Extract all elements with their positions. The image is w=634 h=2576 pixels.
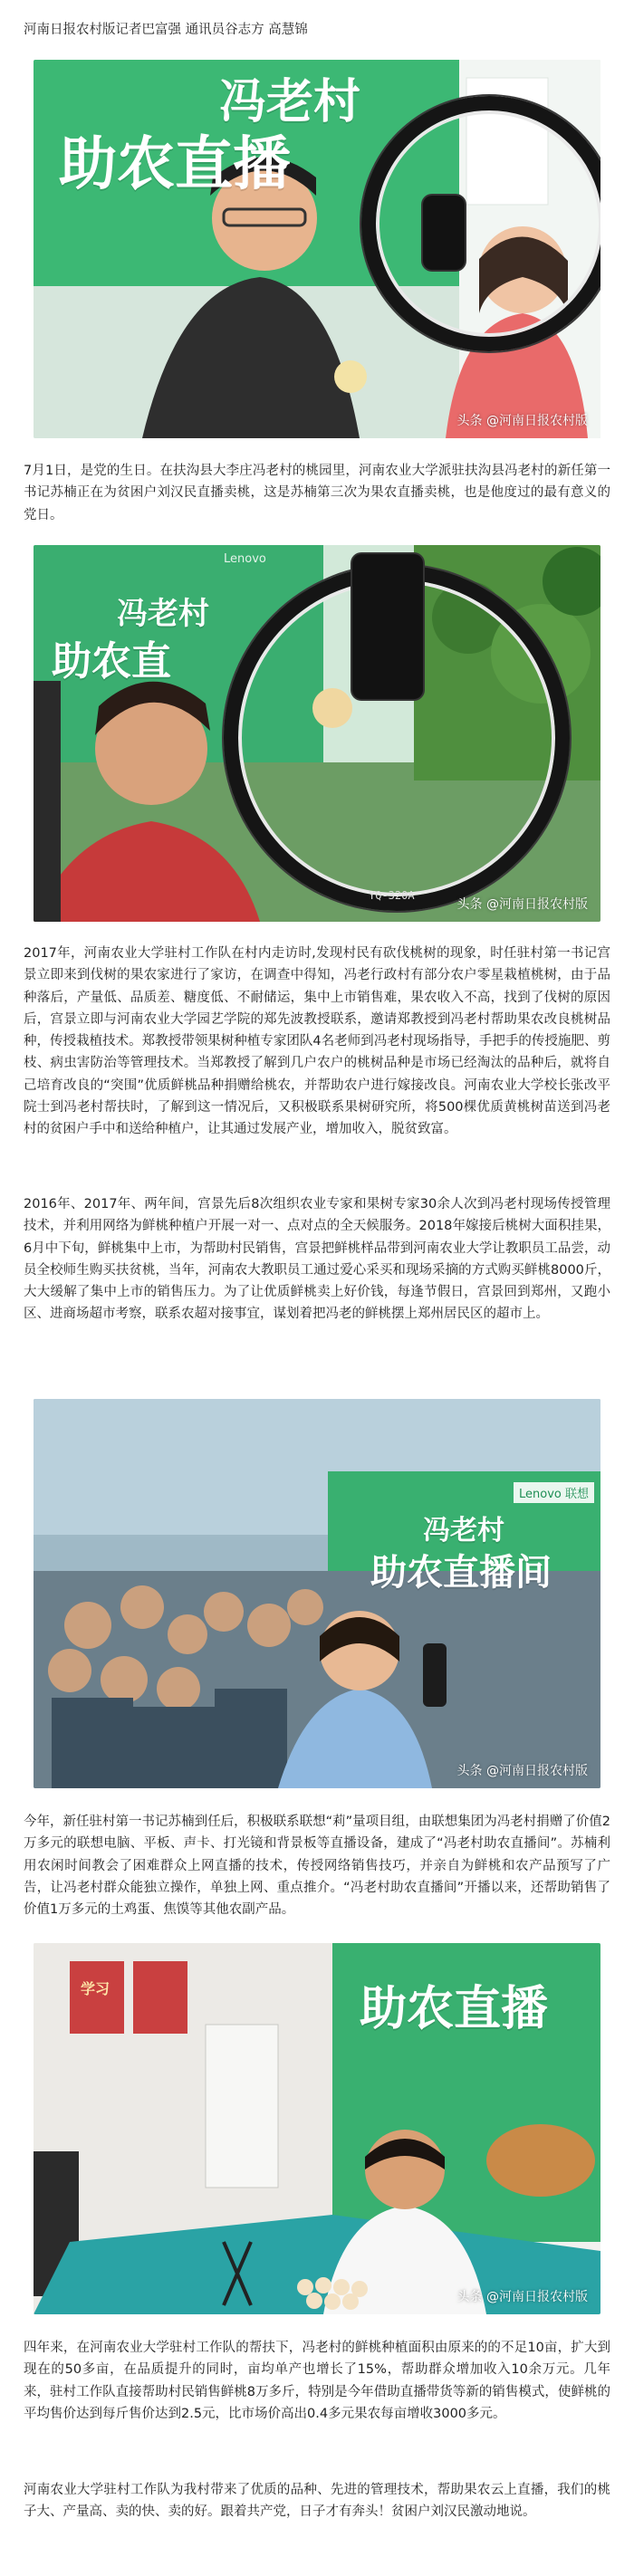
photo-livestream-studio [34, 1943, 600, 2314]
ring-light-label: YQ-320A [369, 889, 415, 902]
photo4-watermark: 头条 @河南日报农村版 [456, 2290, 588, 2304]
photo1-banner-line2: 助农直播 [59, 131, 291, 198]
ring-light [361, 96, 600, 351]
paragraph-1: 7月1日，是党的生日。在扶沟县大李庄冯老村的桃园里，河南农业大学派驻扶沟县冯老村的新任第一书记苏楠正在为贫困户刘汉民直播卖桃，这是苏楠第三次为果农直播卖桃，也是他度过的最有意义的党日。 [24, 464, 610, 522]
photo-crowd-livestream-room [34, 1399, 600, 1788]
photo-livestream-peach-2 [34, 545, 600, 922]
photo-livestream-peach-1 [34, 60, 600, 438]
byline: 河南日报农村版记者巴富强 通讯员谷志方 高慧锦 [24, 23, 308, 37]
photo2-banner-line2: 助农直 [52, 638, 171, 685]
photo1-banner-line1: 冯老村 [219, 75, 361, 129]
phone-on-stand [352, 554, 423, 699]
photo2-banner-line1: 冯老村 [117, 596, 209, 632]
photo3-watermark: 头条 @河南日报农村版 [456, 1764, 588, 1778]
paragraph-5: 四年来，在河南农业大学驻村工作队的帮扶下，冯老村的鲜桃种植面积由原来的的不足10亩，扩大到现在的50多亩，在品质提升的同时，亩均单产也增长了15%，帮助群众增加收入10余万元。几年来，驻村工作队直接帮助村民销售鲜桃8万多斤，特别是今年借助直播带货等新的销售模式，使鲜桃的平均售价达到每斤售价达到2.5元，比市场价高出0.4多元果农每亩增收3000多元。 [24, 2341, 610, 2421]
paragraph-3: 2016年、2017年、两年间，宫景先后8次组织农业专家和果树专家30余人次到冯老村现场传授管理技术，并利用网络为鲜桃种植户开展一对一、点对点的全天候服务。2018年嫁接后桃树大面积挂果，6月中下旬，鲜桃集中上市，为帮助村民销售，宫景把鲜桃样品带到河南农业大学让教职员工品尝，动员全校师生购买扶贫桃，当年，河南农大教职员工通过爱心采买和现场采摘的方式购买鲜桃8000斤，大大缓解了集中上市的销售压力。为了让优质鲜桃卖上好价钱，每逢节假日，宫景回到郑州，又跑小区、进商场超市考察，联系农超对接事宜，谋划着把冯老的鲜桃摆上郑州居民区的超市上。 [24, 1197, 610, 1322]
paragraph-4: 今年，新任驻村第一书记苏楠到任后，积极联系联想“莉”量项目组，由联想集团为冯老村捐赠了价值2万多元的联想电脑、平板、声卡、打光镜和背景板等直播设备，建成了“冯老村助农直播间”。苏楠利用农闲时间教会了困难群众上网直播的技术，传授网络销售技巧，并亲自为鲜桃和农产品预写了广告，让冯老村群众能独立操作，单独上网、重点推介。“冯老村助农直播间”开播以来，还帮助销售了价值1万多元的土鸡蛋、焦馍等其他农副产品。 [24, 1815, 610, 1918]
photo4-poster: 学习 [81, 1980, 110, 1997]
photo3-banner-line1: 冯老村 [423, 1515, 504, 1547]
paragraph-6: 河南农业大学驻村工作队为我村带来了优质的品种、先进的管理技术，帮助果农云上直播，我们的桃子大、产量高、卖的快、卖的好。跟着共产党，日子才有奔头！贫困户刘汉民激动地说。 [24, 2483, 610, 2520]
photo4-banner: 助农直播 [360, 1982, 549, 2036]
photo3-banner-line2: 助农直播间 [370, 1552, 552, 1594]
phone-on-stand [423, 196, 465, 270]
photo1-watermark: 头条 @河南日报农村版 [456, 414, 588, 428]
photo2-brand: Lenovo [224, 552, 266, 566]
photo3-brand: Lenovo 联想 [514, 1482, 594, 1503]
photo2-watermark: 头条 @河南日报农村版 [456, 897, 588, 912]
paragraph-2: 2017年，河南农业大学驻村工作队在村内走访时,发现村民有砍伐桃树的现象，时任驻村第一书记宫景立即来到伐树的果农家进行了家访，在调查中得知，冯老行政村有部分农户零星栽植桃树，由于品种落后，产量低、品质差、糖度低、不耐储运，集中上市销售难，果农收入不高，找到了伐树的原因后，宫景立即与河南农业大学园艺学院的郑先波教授联系，邀请郑教授到冯老村帮助果农改良桃树品种，传授栽植技术。郑教授带领果树种植专家团队4名老师到冯老村现场指导，手把手的传授施肥、剪枝、病虫害防治等管理技术。当郑教授了解到几户农户的桃树品种是市场已经淘汰的品种后，就将自己培育改良的“突围”优质鲜桃品种捐赠给桃农，并帮助农户进行嫁接改良。河南农业大学校长张改平院士到冯老村帮扶时，了解到这一情况后，又积极联系果树研究所，将500棵优质黄桃树苗送到冯老村的贫困户手中和送给种植户，让其通过发展产业，增加收入，脱贫致富。 [24, 946, 610, 1137]
